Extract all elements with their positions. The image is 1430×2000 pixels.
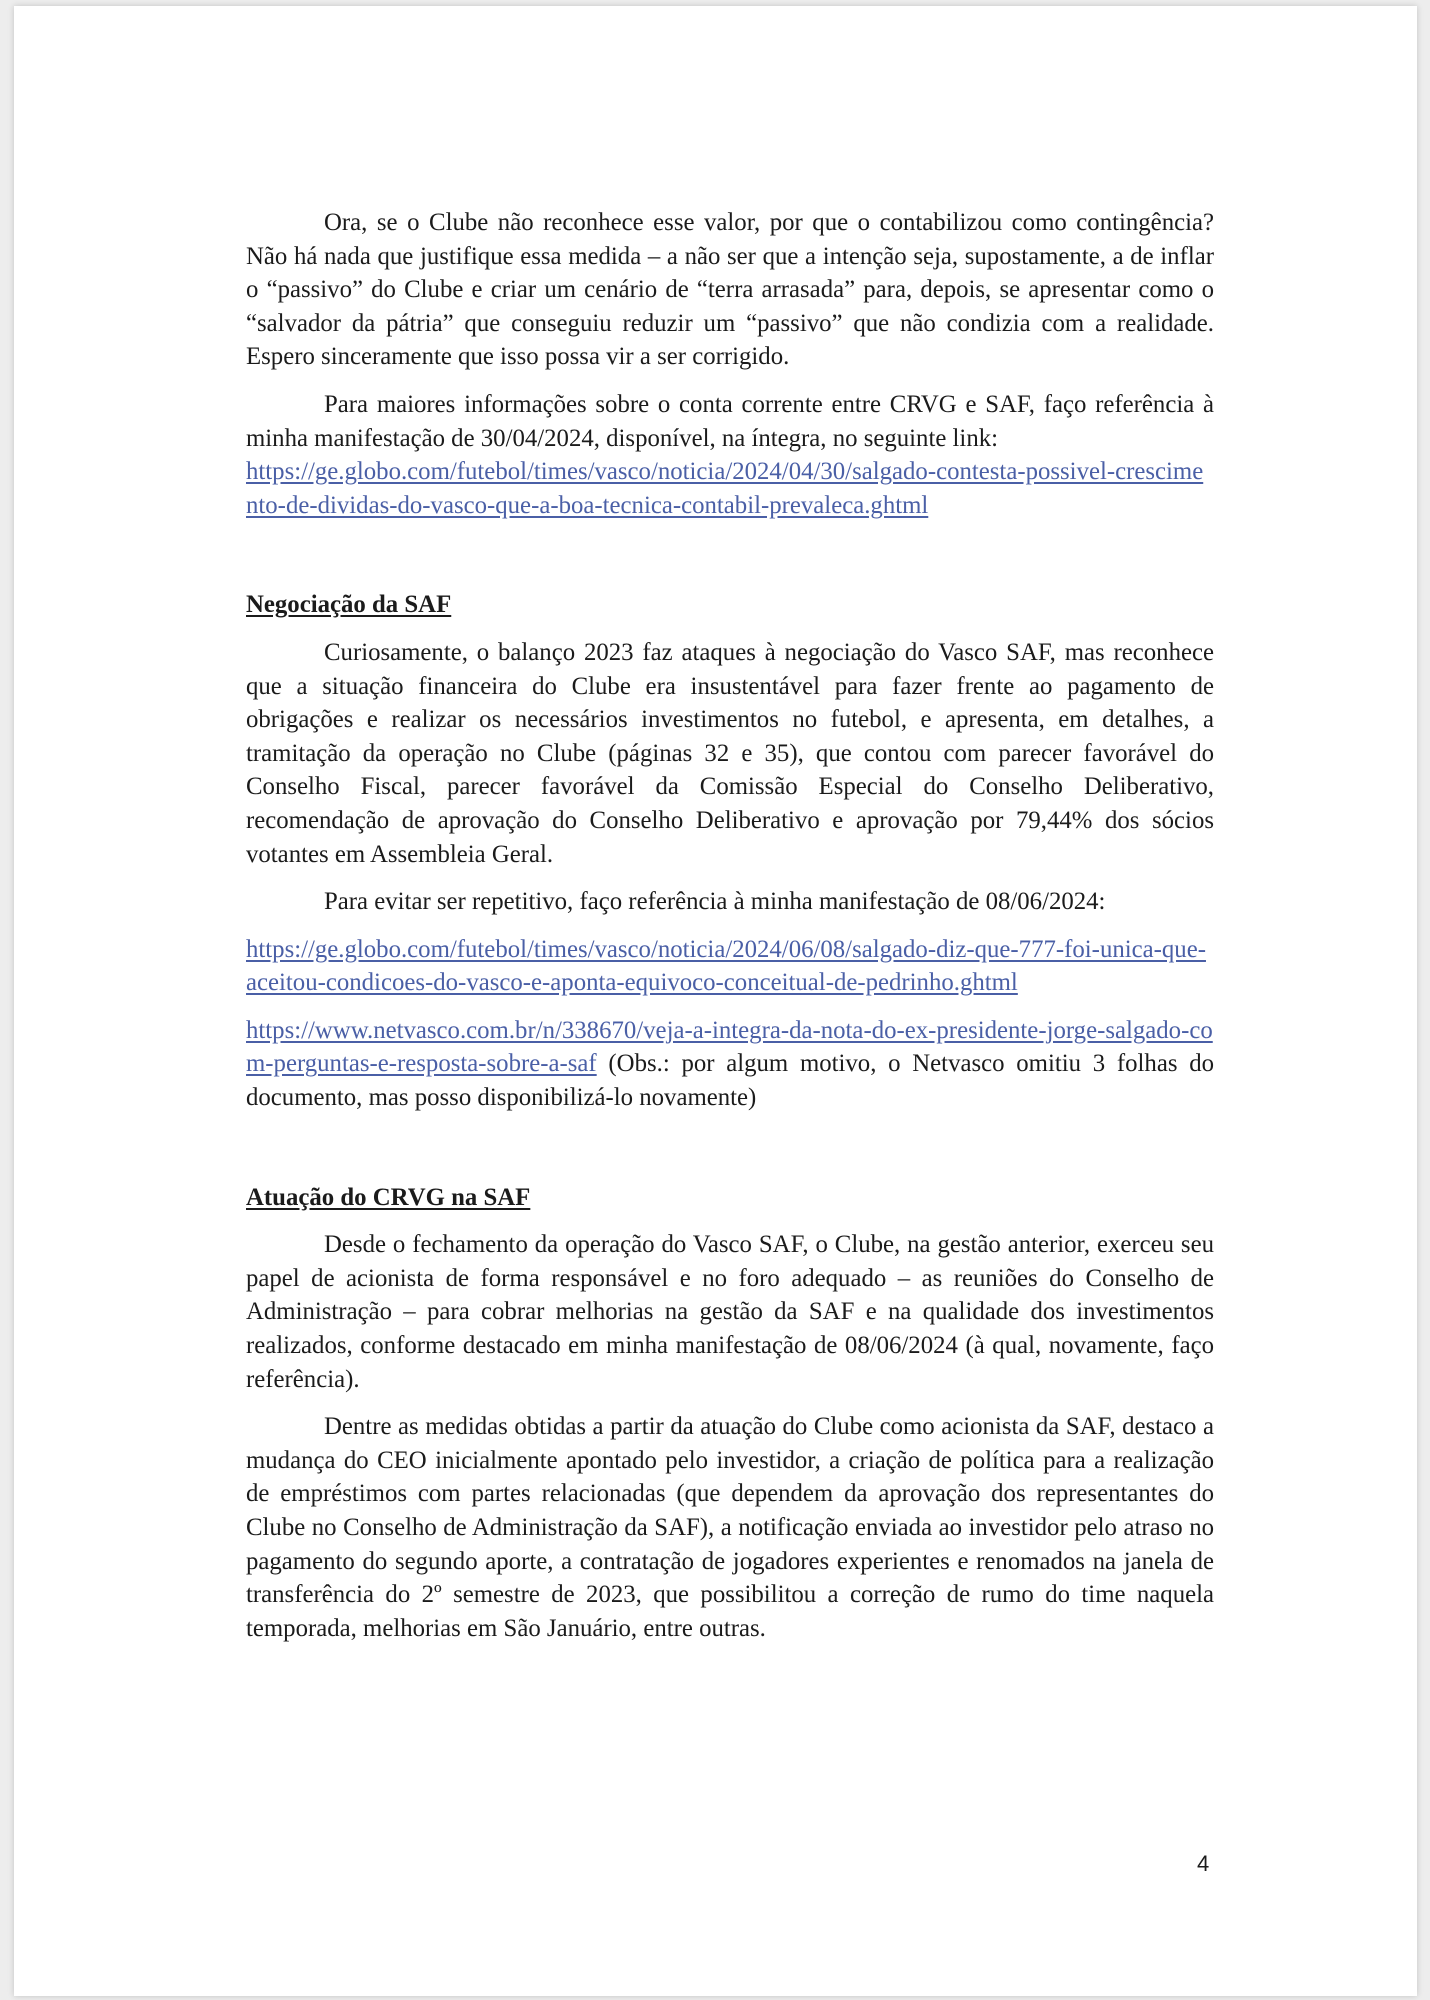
netvasco-note: (Obs.: por algum motivo, o Netvasco omitiu 3 folhas do documento, mas posso disponibilizá-lo novamente) <box>246 1050 1214 1112</box>
link-paragraph-3 <box>246 1014 1214 1115</box>
paragraph-medidas: Dentre as medidas obtidas a partir da atuação do Clube como acionista da SAF, destaco a mudança do CEO inicialmente apontado pelo investidor, a criação de política para a realização de empréstimos com partes relacionadas (que dependem da aprovação dos representantes do Clube no Conselho de Administração da SAF), a notificação enviada ao investidor pelo atraso no pagamento do segundo aporte, a contratação de jogadores experientes e renomados na janela de transferência do 2º semestre de 2023, que possibilitou a correção de rumo do time naquela temporada, melhorias em São Januário, entre outras. <box>246 1413 1214 1642</box>
paragraph-conta-corrente: Para maiores informações sobre o conta corrente entre CRVG e SAF, faço referência à minha manifestação de 30/04/2024, disponível, na íntegra, no seguinte link: <box>246 390 1214 452</box>
paragraph-atuacao: Desde o fechamento da operação do Vasco SAF, o Clube, na gestão anterior, exerceu seu papel de acionista de forma responsável e no foro adequado – as reuniões do Conselho de Administração – para cobrar melhorias na gestão da SAF e na qualidade dos investimentos realizados, conforme destacado em minha manifestação de 08/06/2024 (à qual, novamente, faço referência). <box>246 1231 1214 1393</box>
section-heading-atuacao: Atuação do CRVG na SAF <box>246 1183 531 1211</box>
link-ge-globo-2024-06-08[interactable]: https://ge.globo.com/futebol/times/vasco/noticia/2024/06/08/salgado-diz-que-777-foi-unica-que-aceitou-condicoes-do-vasco-e-aponta-equivoco-conceitual-de-pedrinho.ghtml <box>246 935 1206 997</box>
paragraph-referencia: Para evitar ser repetitivo, faço referência à minha manifestação de 08/06/2024: <box>324 888 1106 916</box>
document-page <box>14 6 1417 1996</box>
section-heading-negociacao: Negociação da SAF <box>246 591 452 619</box>
document-body <box>246 206 1214 1645</box>
link-paragraph-1 <box>246 455 1214 522</box>
link-paragraph-2 <box>246 933 1214 1000</box>
paragraph-negociacao: Curiosamente, o balanço 2023 faz ataques à negociação do Vasco SAF, mas reconhece que a situação financeira do Clube era insustentável para fazer frente ao pagamento de obrigações e realizar os necessários investimentos no futebol, e apresenta, em detalhes, a tramitação da operação no Clube (páginas 32 e 35), que contou com parecer favorável do Conselho Fiscal, parecer favorável da Comissão Especial do Conselho Deliberativo, recomendação de aprovação do Conselho Deliberativo e aprovação por 79,44% dos sócios votantes em Assembleia Geral. <box>246 638 1214 868</box>
link-ge-globo-2024-04-30[interactable]: https://ge.globo.com/futebol/times/vasco/noticia/2024/04/30/salgado-contesta-possivel-crescimento-de-dividas-do-vasco-que-a-boa-tecnica-contabil-prevaleca.ghtml <box>246 458 1204 519</box>
paragraph-contingencia: Ora, se o Clube não reconhece esse valor, por que o contabilizou como contingência? Não há nada que justifique essa medida – a não ser que a intenção seja, supostamente, a de inflar o “passivo” do Clube e criar um cenário de “terra arrasada” para, depois, se apresentar como o “salvador da pátria” que conseguiu reduzir um “passivo” que não condizia com a realidade. Espero sinceramente que isso possa vir a ser corrigido. <box>246 209 1214 371</box>
link-netvasco[interactable]: https://www.netvasco.com.br/n/338670/veja-a-integra-da-nota-do-ex-presidente-jorge-salgado-com-perguntas-e-resposta-sobre-a-saf <box>246 1016 1213 1078</box>
page-number: 4 <box>1197 1851 1210 1876</box>
